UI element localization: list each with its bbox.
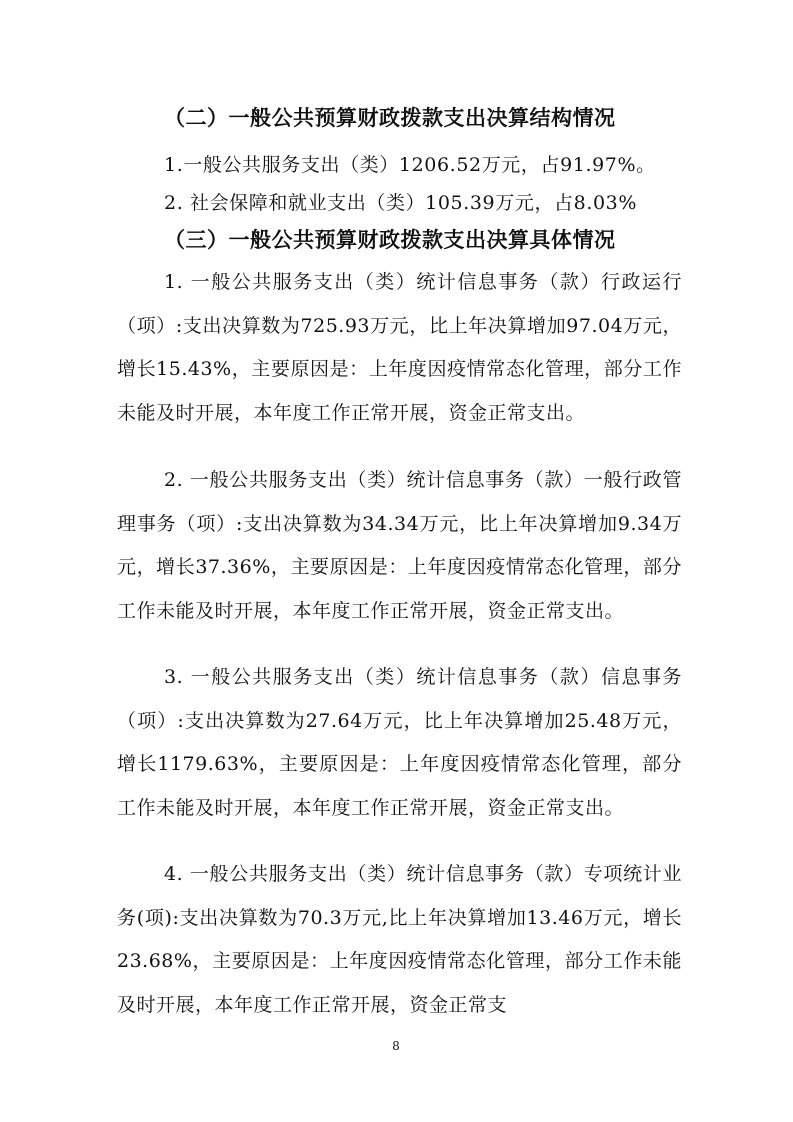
detail-paragraph-special-statistics: 4. 一般公共服务支出（类）统计信息事务（款）专项统计业务(项):支出决算数为70.3万元,比上年决算增加13.46万元，增长23.68%，主要原因是：上年度因疫情常态化管理，部分工作未能及时开展，本年度工作正常开展，资金正常支 [117,863,682,1016]
section-heading-detail: （三）一般公共预算财政拨款支出决算具体情况 [164,228,616,252]
detail-paragraph-information-affairs: 3. 一般公共服务支出（类）统计信息事务（款）信息事务（项）:支出决算数为27.64万元，比上年决算增加25.48万元，增长1179.63%，主要原因是：上年度因疫情常态化管理，部分工作未能及时开展，本年度工作正常开展，资金正常支出。 [117,666,682,819]
detail-paragraph-general-administration: 2. 一般公共服务支出（类）统计信息事务（款）一般行政管理事务（项）:支出决算数为34.34万元，比上年决算增加9.34万元，增长37.36%，主要原因是：上年度因疫情常态化管理，部分工作未能及时开展，本年度工作正常开展，资金正常支出。 [117,469,682,622]
section-heading-structure: （二）一般公共预算财政拨款支出决算结构情况 [164,106,616,130]
page-number: 8 [392,1039,400,1053]
structure-item-general-public-services: 1.一般公共服务支出（类）1206.52万元，占91.97%。 [164,154,656,176]
detail-paragraph-administrative-operation: 1. 一般公共服务支出（类）统计信息事务（款）行政运行（项）:支出决算数为725.93万元，比上年决算增加97.04万元，增长15.43%，主要原因是：上年度因疫情常态化管理，部分工作未能及时开展，本年度工作正常开展，资金正常支出。 [117,271,682,424]
structure-item-social-security: 2. 社会保障和就业支出（类）105.39万元，占8.03% [164,192,638,214]
